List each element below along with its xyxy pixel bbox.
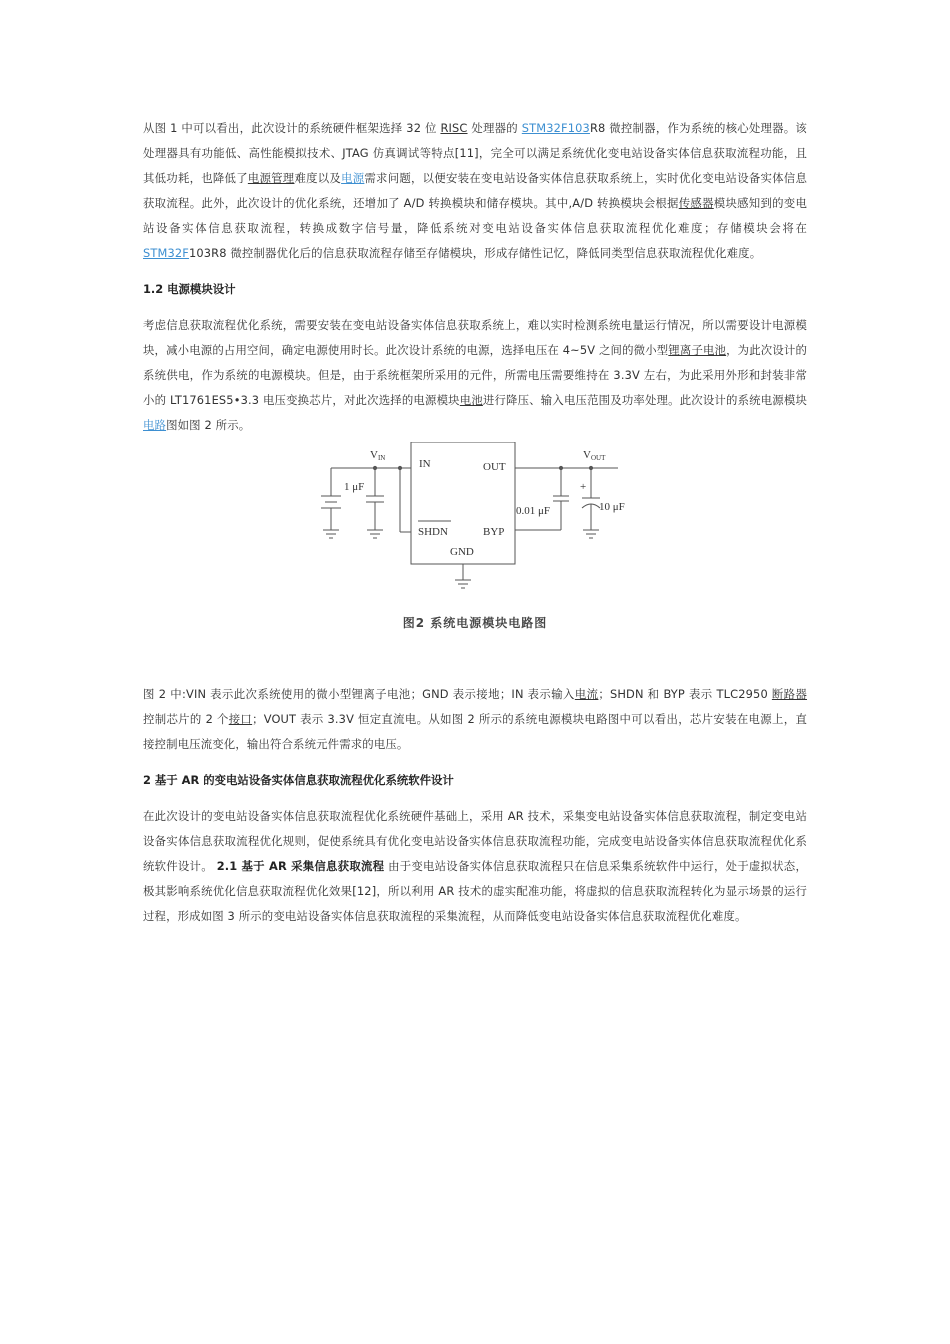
text-run: 需求问题，以便安装在变电站设备实体信息获取系统上，实时优化变电站设备实体信息获取流程。此外，此次设计的优化系统，还增加了 A/D 转换模块和储存模块。其中,A/D 转换模块会根据 (143, 171, 807, 210)
paragraph-software-design (143, 804, 807, 929)
link-power-management[interactable]: 电源管理 (247, 171, 295, 185)
inline-subheading: 2.1 基于 AR 采集信息获取流程 (216, 859, 385, 873)
text-run: 进行降压、输入电压范围及功率处理。此次设计的系统电源模块 (482, 393, 807, 407)
section-heading-software-design: 2 基于 AR 的变电站设备实体信息获取流程优化系统软件设计 (143, 773, 454, 787)
link-current[interactable]: 电流 (574, 687, 599, 701)
pin-in: IN (419, 458, 431, 470)
text-run: ；VOUT 表示 3.3V 恒定直流电。从如图 2 所示的系统电源模块电路图中可以看出，芯片安装在电源上，直接控制电压流变化，输出符合系统元件需求的电压。 (143, 712, 808, 751)
text-run: 由于变电站设备实体信息获取流程只在信息采集系统软件中运行，处于虚拟状态，极其影响系统优化信息获取流程优化效果[12]，所以利用 AR 技术的虚实配准功能，将虚拟的信息获取流程转化为显示场景的运行过程，形成如图 3 所示的变电站设备实体信息获取流程的采集流程，从而降低变电站设备实体信息获取流程优化难度。 (143, 859, 807, 923)
paragraph-figure-explanation (143, 682, 807, 757)
text-run: 处理器的 (467, 121, 522, 135)
text-run: 模块感知到的变电站设备实体信息获取流程，转换成数字信号量，降低系统对变电站设备实体信息获取流程优化难度；存储模块会将在 (143, 196, 808, 235)
link-circuit[interactable]: 电路 (143, 418, 167, 432)
text-run: 在此次设计的变电站设备实体信息获取流程优化系统硬件基础上，采用 AR 技术，采集变电站设备实体信息获取流程，制定变电站设备实体信息获取流程优化规则，促使系统具有优化变电站设备实体信息获取流程功能，完成变电站设备实体信息获取流程优化系统软件设计。 (143, 809, 807, 873)
text-run: 考虑信息获取流程优化系统，需要安装在变电站设备实体信息获取系统上，难以实时检测系统电量运行情况，所以需要设计电源模块，减小电源的占用空间，确定电源使用时长。此次设计系统的电源，选择电压在 4~5V 之间的微小型 (143, 318, 807, 357)
cap-10uf-label: 10 μF (599, 501, 625, 513)
text-run: 从图 1 中可以看出，此次设计的系统硬件框架选择 32 位 (143, 121, 441, 135)
article-content (143, 116, 807, 929)
pin-gnd: GND (450, 546, 474, 558)
link-stm32f[interactable]: STM32F (143, 246, 189, 260)
link-interface[interactable]: 接口 (228, 712, 253, 726)
text-run: 103R8 微控制器优化后的信息获取流程存储至存储模块，形成存储性记忆，降低同类型信息获取流程优化难度。 (188, 246, 762, 260)
cap-001uf-label: 0.01 μF (516, 505, 551, 517)
text-run: 图如图 2 所示。 (166, 418, 251, 432)
circuit-diagram (313, 442, 643, 612)
link-risc[interactable]: RISC (440, 121, 468, 135)
paragraph-hardware (143, 116, 807, 266)
cap-1uf-label: 1 μF (344, 481, 365, 493)
link-breaker[interactable]: 断路器 (771, 687, 808, 701)
paragraph-power-module (143, 313, 807, 438)
link-power-supply[interactable]: 电源 (341, 171, 365, 185)
figure-power-circuit (143, 442, 807, 682)
link-sensor[interactable]: 传感器 (678, 196, 714, 210)
text-run: ；SHDN 和 BYP 表示 TLC2950 (598, 687, 772, 701)
link-stm32f103[interactable]: STM32F103 (521, 121, 590, 135)
text-run: ，为此次设计的系统供电，作为系统的电源模块。但是，由于系统框架所采用的元件，所需电压需要维持在 3.3V 左右，为此采用外形和封装非常小的 LT1761ES5•3.3 电压变换芯片，对此次选择的电源模块 (143, 343, 807, 407)
text-run: 图 2 中:VIN 表示此次系统使用的微小型锂离子电池；GND 表示接地；IN 表示输入 (143, 687, 575, 701)
text-run: 难度以及 (294, 171, 342, 185)
pin-byp: BYP (483, 526, 505, 538)
text-run: R8 微控制器，作为系统的核心处理器。该处理器具有功能低、高性能模拟技术、JTAG 仿真调试等特点[11]，完全可以满足系统优化变电站设备实体信息获取流程功能，且其低功耗，也降低了 (143, 121, 807, 185)
label-vout: VOUT (583, 449, 606, 462)
section-heading-power-module: 1.2 电源模块设计 (143, 282, 236, 296)
pin-shdn: SHDN (418, 526, 448, 538)
link-battery[interactable]: 电池 (459, 393, 483, 407)
polarity-plus: + (580, 481, 587, 493)
label-vin: VIN (370, 449, 386, 462)
pin-out: OUT (483, 461, 506, 473)
figure-caption: 图2 系统电源模块电路图 (402, 616, 548, 630)
text-run: 控制芯片的 2 个 (143, 712, 229, 726)
link-lithium-battery[interactable]: 锂离子电池 (668, 343, 727, 357)
